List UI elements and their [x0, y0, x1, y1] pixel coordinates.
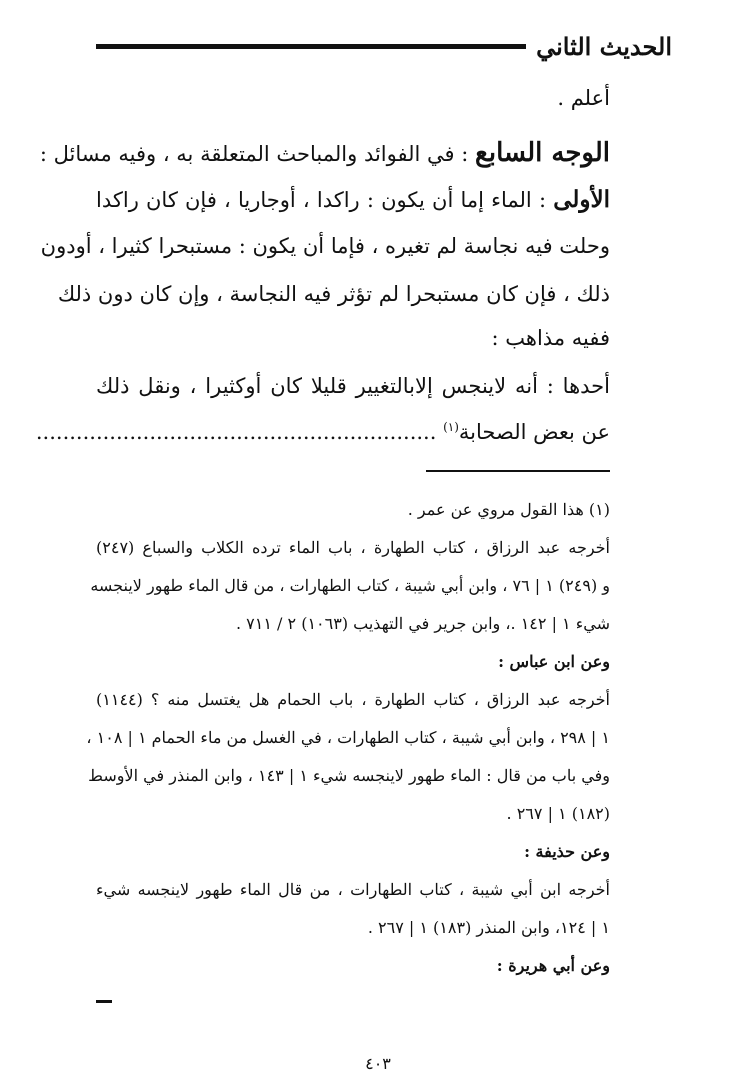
- footnote-line-2: أخرجه عبد الرزاق ، كتاب الطهارة ، باب الماء ترده الكلاب والسباع (٢٤٧): [96, 538, 610, 557]
- body-line-5: ذلك ، فإن كان مستبحرا لم تؤثر فيه النجاسة ، وإن كان دون ذلك: [57, 282, 610, 306]
- lead-word: الأولى: [553, 186, 610, 213]
- footnote-line-13: وعن أبي هريرة :: [496, 956, 610, 975]
- body-line-8: [35, 420, 610, 444]
- footnote-line-6: أخرجه عبد الرزاق ، كتاب الطهارة ، باب الحمام هل يغتسل منه ؟ (١١٤٤): [96, 690, 610, 709]
- leader-dots: ............................................................: [35, 420, 437, 444]
- body-line-7: أحدها : أنه لاينجس إلابالتغيير قليلا كان أوكثيرا ، ونقل ذلك: [96, 374, 610, 398]
- footnote-line-7: ١ | ٢٩٨ ، وابن أبي شيبة ، كتاب الطهارات ، في الغسل من ماء الحمام ١ | ١٠٨ ،: [86, 728, 610, 747]
- footnote-rule: [426, 470, 610, 472]
- footnote-line-9: (١٨٢) ١ | ٢٦٧ .: [506, 804, 610, 823]
- footnote-reference: (١): [443, 420, 459, 434]
- footnote-line-5: وعن ابن عباس :: [498, 652, 610, 671]
- continuation-mark: [96, 1000, 112, 1003]
- footnote-line-4: شيء ١ | ١٤٢ .، وابن جرير في التهذيب (١٠٦٣) ٢ / ٧١١ .: [236, 614, 610, 633]
- running-header: [96, 28, 672, 64]
- lead-line-rest: : الماء إما أن يكون : راكدا ، أوجاريا ، فإن كان راكدا: [96, 188, 547, 212]
- section-heading: الوجه السابع: [475, 138, 610, 168]
- footnote-line-11: أخرجه ابن أبي شيبة ، كتاب الطهارات ، من قال الماء طهور لاينجسه شيء: [96, 880, 610, 899]
- body-line-3: [96, 186, 610, 213]
- header-rule: [96, 44, 526, 49]
- page-number: ٤٠٣: [365, 1054, 391, 1073]
- footnote-line-10: وعن حذيفة :: [524, 842, 610, 861]
- body-line-6: ففيه مذاهب :: [491, 326, 610, 350]
- footnote-line-1: (١) هذا القول مروي عن عمر .: [407, 500, 610, 519]
- body-line-1: أعلم .: [557, 86, 610, 110]
- footnote-line-12: ١ | ١٢٤، وابن المنذر (١٨٣) ١ | ٢٦٧ .: [367, 918, 610, 937]
- body-line-8-text: عن بعض الصحابة: [458, 420, 610, 444]
- chapter-title: الحديث الثاني: [536, 31, 672, 61]
- footnote-line-8: وفي باب من قال : الماء طهور لاينجسه شيء ١ | ١٤٣ ، وابن المنذر في الأوسط: [88, 766, 610, 785]
- body-line-4: وحلت فيه نجاسة لم تغيره ، فإما أن يكون : مستبحرا كثيرا ، أودون: [40, 234, 610, 258]
- body-line-2: [39, 138, 610, 168]
- footnote-line-3: و (٢٤٩) ١ | ٧٦ ، وابن أبي شيبة ، كتاب الطهارات ، من قال الماء طهور لاينجسه: [90, 576, 610, 595]
- section-heading-rest: : في الفوائد والمباحث المتعلقة به ، وفيه مسائل :: [39, 142, 469, 166]
